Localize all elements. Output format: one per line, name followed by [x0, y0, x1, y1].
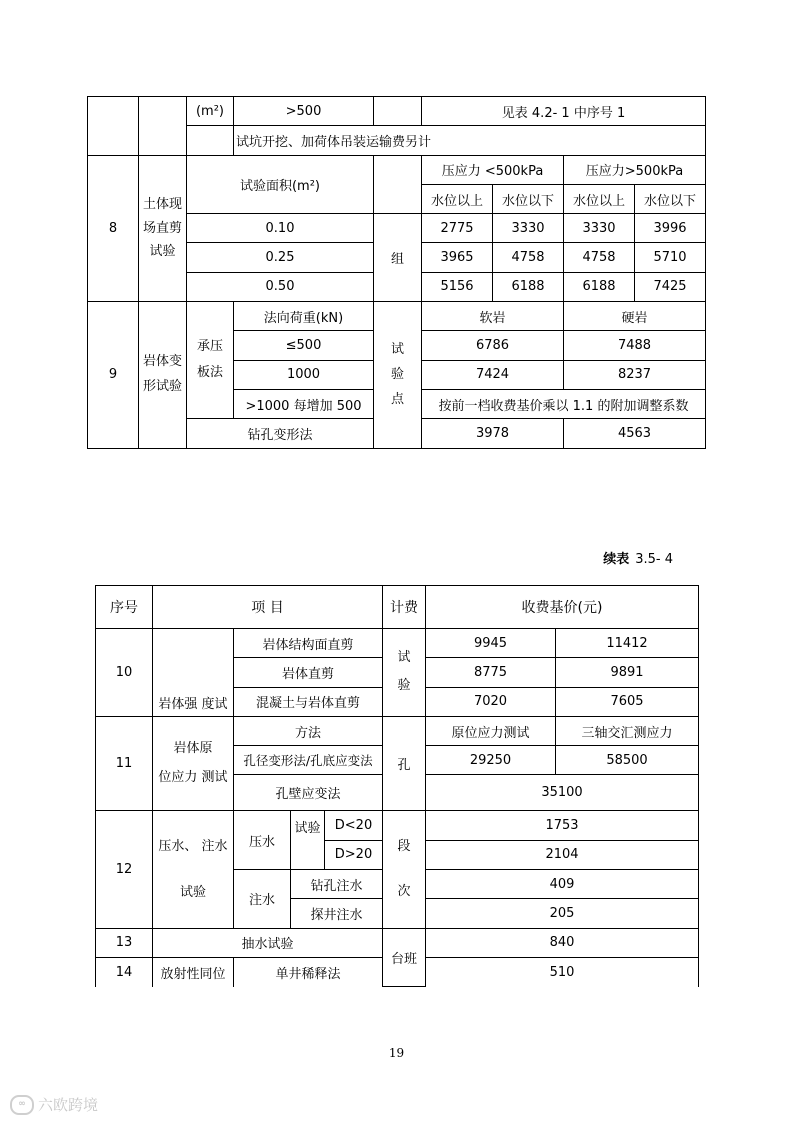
unit-cell: [374, 302, 422, 448]
above-water-header: 水位以上: [564, 184, 635, 213]
load-value: ≤500: [234, 331, 374, 360]
unit-line: 段: [397, 839, 411, 855]
load-value: >1000 每增加 500: [234, 389, 374, 418]
press-test-cell: 试验: [291, 811, 325, 870]
pressure-high-header: 压应力>500kPa: [564, 155, 706, 184]
price-value: 5710: [635, 243, 706, 272]
price-value: 7488: [564, 331, 706, 360]
unit-line: 验: [390, 367, 404, 383]
fee-table-lower: [95, 585, 699, 987]
item-number: 9: [88, 302, 139, 448]
price-value: 2775: [422, 214, 493, 243]
price-cell: 见表 4.2- 1 中序号 1: [422, 97, 706, 126]
method-cell: 孔壁应变法: [234, 775, 383, 811]
watermark: [10, 1094, 98, 1115]
table-row: [88, 302, 706, 331]
item-number: 8: [88, 155, 139, 301]
price-value: 9891: [556, 658, 699, 687]
price-value: 6188: [493, 272, 564, 301]
unit-line: 试: [390, 341, 404, 357]
method-cell: [187, 302, 234, 419]
item-number: 14: [96, 957, 153, 986]
item-number: 12: [96, 811, 153, 928]
cell-empty: [187, 126, 234, 155]
item-name: 放射性同位: [153, 957, 234, 986]
condition-cell: 探井注水: [291, 899, 383, 928]
price-value: 3996: [635, 214, 706, 243]
item-name-line: 试验: [179, 884, 206, 900]
item-name: [153, 716, 234, 811]
price-value: 510: [426, 957, 699, 986]
area-value: 0.25: [187, 243, 374, 272]
price-value: 8775: [426, 658, 556, 687]
header-item: 项 目: [153, 586, 383, 629]
item-number: 10: [96, 629, 153, 717]
method-line: 板法: [196, 365, 223, 381]
price-value: 409: [426, 870, 699, 899]
unit-line: 次: [397, 883, 411, 899]
below-water-header: 水位以下: [635, 184, 706, 213]
price-value: 7020: [426, 687, 556, 716]
area-header: 试验面积(m²): [187, 155, 374, 214]
col-header: 三轴交汇测应力: [556, 716, 699, 745]
price-value: 6786: [422, 331, 564, 360]
price-value: 11412: [556, 629, 699, 658]
price-value: 5156: [422, 272, 493, 301]
item-name-line: 岩体原: [173, 741, 213, 757]
header-unit: 计费: [383, 586, 426, 629]
unit-cell: 孔: [383, 716, 426, 811]
price-value: 205: [426, 899, 699, 928]
price-value: 3978: [422, 419, 564, 448]
continued-number: 3.5- 4: [635, 552, 673, 567]
cell-empty: [139, 97, 187, 156]
price-value: 2104: [426, 840, 699, 869]
price-value: 4563: [564, 419, 706, 448]
item-name-line: 试验: [149, 244, 176, 260]
condition-cell: >500: [234, 97, 374, 126]
load-value: 1000: [234, 360, 374, 389]
price-value: 58500: [556, 746, 699, 775]
below-water-header: 水位以下: [493, 184, 564, 213]
item-name: [139, 155, 187, 301]
note-cell: 试坑开挖、加荷体吊装运输费另计: [234, 126, 706, 155]
method-cell: 岩体直剪: [234, 658, 383, 687]
watermark-logo-icon: ∞: [10, 1095, 34, 1115]
table-row: [96, 928, 699, 957]
item-name-line: 压水、 注水: [158, 839, 228, 855]
price-value: 840: [426, 928, 699, 957]
price-value: 7425: [635, 272, 706, 301]
item-name-line: 形试验: [142, 378, 182, 394]
table-row: [96, 716, 699, 745]
soft-rock-header: 软岩: [422, 302, 564, 331]
table-row: [96, 811, 699, 840]
method-cell: 混凝土与岩体直剪: [234, 687, 383, 716]
unit-cell: [383, 811, 426, 928]
adjust-note: 按前一档收费基价乘以 1.1 的附加调整系数: [422, 389, 706, 418]
unit-cell: 组: [374, 214, 422, 302]
item-name-line: 位应力 测试: [158, 769, 228, 785]
table-row: [96, 629, 699, 658]
method-header: 方法: [234, 716, 383, 745]
item-name: 抽水试验: [153, 928, 383, 957]
cell-empty: [374, 155, 422, 214]
unit-line: 点: [390, 392, 404, 408]
item-number: 11: [96, 716, 153, 811]
inject-cell: 注水: [234, 870, 291, 929]
condition-cell: D>20: [325, 840, 383, 869]
cell-empty: [88, 97, 139, 156]
header-no: 序号: [96, 586, 153, 629]
unit-cell: [383, 629, 426, 717]
fee-table-upper: [87, 96, 706, 449]
price-value: 35100: [426, 775, 699, 811]
header-row: [96, 586, 699, 629]
price-value: 3965: [422, 243, 493, 272]
price-value: 3330: [493, 214, 564, 243]
price-value: 9945: [426, 629, 556, 658]
unit-line: 验: [397, 678, 411, 694]
item-name-line: 岩体变: [142, 354, 182, 370]
item-number: 13: [96, 928, 153, 957]
continued-caption: [603, 548, 673, 567]
press-cell: 压水: [234, 811, 291, 870]
pressure-low-header: 压应力 <500kPa: [422, 155, 564, 184]
table-row: [88, 97, 706, 126]
price-value: 6188: [564, 272, 635, 301]
price-value: 7424: [422, 360, 564, 389]
load-header: 法向荷重(kN): [234, 302, 374, 331]
drill-method: 钻孔变形法: [187, 419, 374, 448]
unit-cell: (m²): [187, 97, 234, 126]
col-header: 原位应力测试: [426, 716, 556, 745]
area-value: 0.10: [187, 214, 374, 243]
page-number: 19: [388, 1046, 405, 1060]
item-name: [153, 811, 234, 928]
method-line: 承压: [196, 339, 223, 355]
cell-empty: [374, 97, 422, 126]
price-value: 29250: [426, 746, 556, 775]
continued-label: 续表: [603, 552, 630, 567]
price-value: 4758: [564, 243, 635, 272]
condition-cell: 钻孔注水: [291, 870, 383, 899]
method-cell: 岩体结构面直剪: [234, 629, 383, 658]
area-value: 0.50: [187, 272, 374, 301]
price-value: 1753: [426, 811, 699, 840]
condition-cell: D<20: [325, 811, 383, 840]
item-name-line: 土体现: [142, 197, 182, 213]
item-name: 岩体强 度试: [153, 629, 234, 717]
price-value: 4758: [493, 243, 564, 272]
hard-rock-header: 硬岩: [564, 302, 706, 331]
price-value: 3330: [564, 214, 635, 243]
unit-cell: 台班: [383, 928, 426, 987]
unit-line: 试: [397, 649, 411, 665]
watermark-text: 六欧跨境: [38, 1096, 99, 1114]
price-value: 8237: [564, 360, 706, 389]
item-name: [139, 302, 187, 448]
method-cell: 单井稀释法: [234, 957, 383, 986]
price-value: 7605: [556, 687, 699, 716]
header-price: 收费基价(元): [426, 586, 699, 629]
above-water-header: 水位以上: [422, 184, 493, 213]
item-name-line: 场直剪: [142, 220, 182, 236]
table-row: [88, 155, 706, 184]
method-cell: 孔径变形法/孔底应变法: [234, 746, 383, 775]
